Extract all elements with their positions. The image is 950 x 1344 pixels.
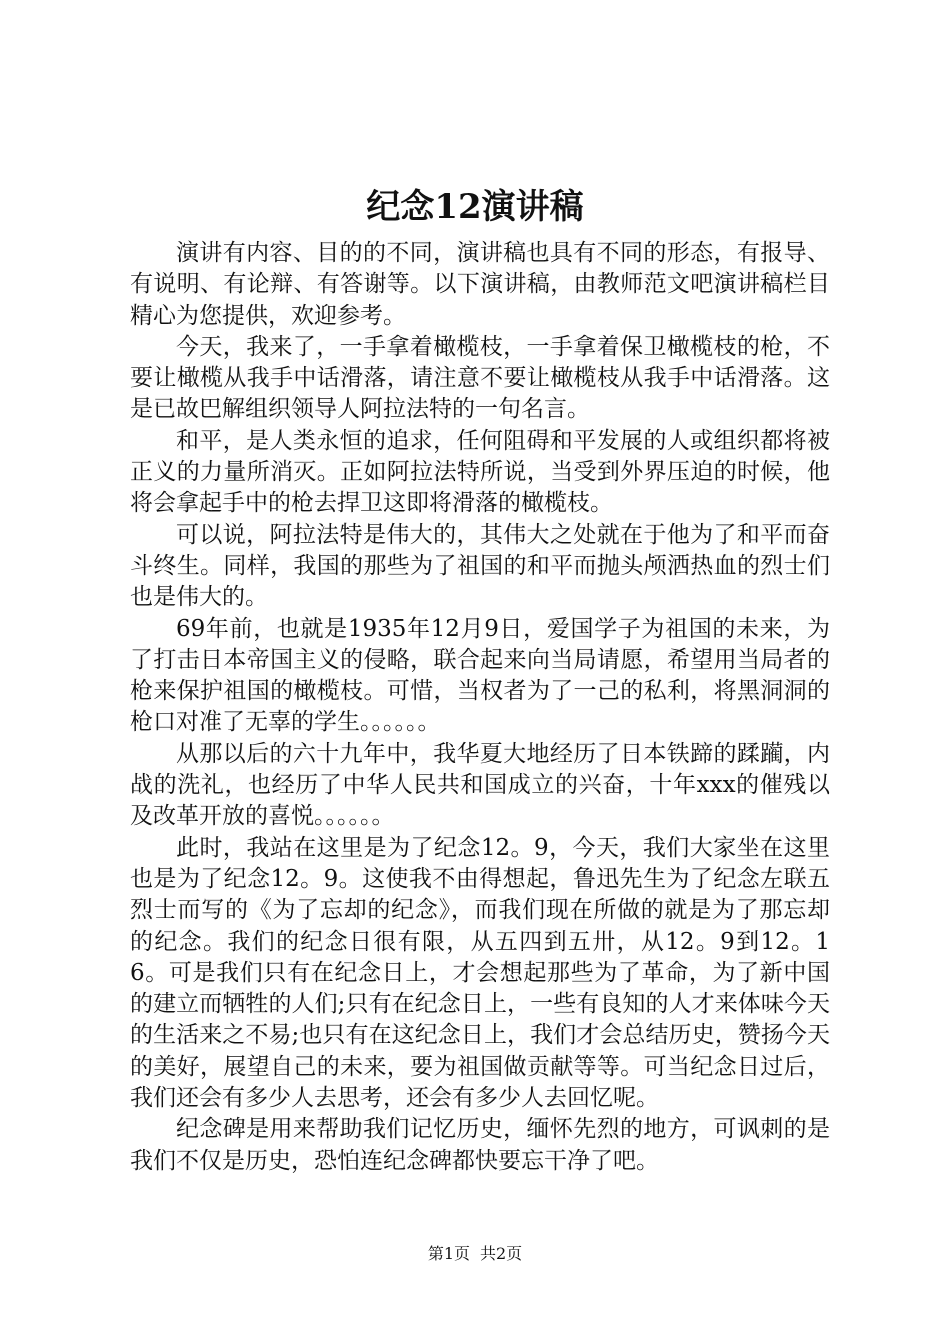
paragraph: 此时，我站在这里是为了纪念12。9，今天，我们大家坐在这里也是为了纪念12。9。这使我不由得想起，鲁迅先生为了纪念左联五烈士而写的《为了忘却的纪念》，而我们现在所做的就是为了那忘却的纪念。我们的纪念日很有限，从五四到五卅，从12。9到12。16。可是我们只有在纪念日上，才会想起那些为了革命，为了新中国的建立而牺牲的人们;只有在纪念日上，一些有良知的人才来体味今天的生活来之不易;也只有在这纪念日上，我们才会总结历史，赞扬今天的美好，展望自己的未来，要为祖国做贡献等等。可当纪念日过后，我们还会有多少人去思考，还会有多少人去回忆呢。 — [130, 834, 830, 1112]
page-count: 共2页 — [480, 1244, 523, 1263]
paragraph: 纪念碑是用来帮助我们记忆历史，缅怀先烈的地方，可讽刺的是我们不仅是历史，恐怕连纪念碑都快要忘干净了吧。 — [130, 1116, 830, 1174]
page-title: 纪念12演讲稿 — [366, 187, 584, 227]
document-body — [130, 238, 830, 1177]
paragraph: 今天，我来了，一手拿着橄榄枝，一手拿着保卫橄榄枝的枪，不要让橄榄从我手中话滑落，请注意不要让橄榄枝从我手中话滑落。这是已故巴解组织领导人阿拉法特的一句名言。 — [130, 333, 830, 423]
page-number: 第1页 — [427, 1244, 470, 1263]
paragraph: 69年前，也就是1935年12月9日，爱国学子为祖国的未来，为了打击日本帝国主义的侵略，联合起来向当局请愿，希望用当局者的枪来保护祖国的橄榄枝。可惜，当权者为了一己的私利，将黑洞洞的枪口对准了无辜的学生。。。。。。 — [130, 615, 830, 736]
page-footer — [0, 1243, 950, 1265]
paragraph: 可以说，阿拉法特是伟大的，其伟大之处就在于他为了和平而奋斗终生。同样，我国的那些为了祖国的和平而抛头颅洒热血的烈士们也是伟大的。 — [130, 521, 830, 611]
paragraph: 演讲有内容、目的的不同，演讲稿也具有不同的形态，有报导、有说明、有论辩、有答谢等。以下演讲稿，由教师范文吧演讲稿栏目精心为您提供，欢迎参考。 — [130, 240, 830, 329]
paragraph: 从那以后的六十九年中，我华夏大地经历了日本铁蹄的蹂躏，内战的洗礼，也经历了中华人民共和国成立的兴奋，十年xxx的催残以及改革开放的喜悦。。。。。。 — [130, 740, 830, 830]
paragraph: 和平，是人类永恒的追求，任何阻碍和平发展的人或组织都将被正义的力量所消灭。正如阿拉法特所说，当受到外界压迫的时候，他将会拿起手中的枪去捍卫这即将滑落的橄榄枝。 — [130, 427, 830, 517]
